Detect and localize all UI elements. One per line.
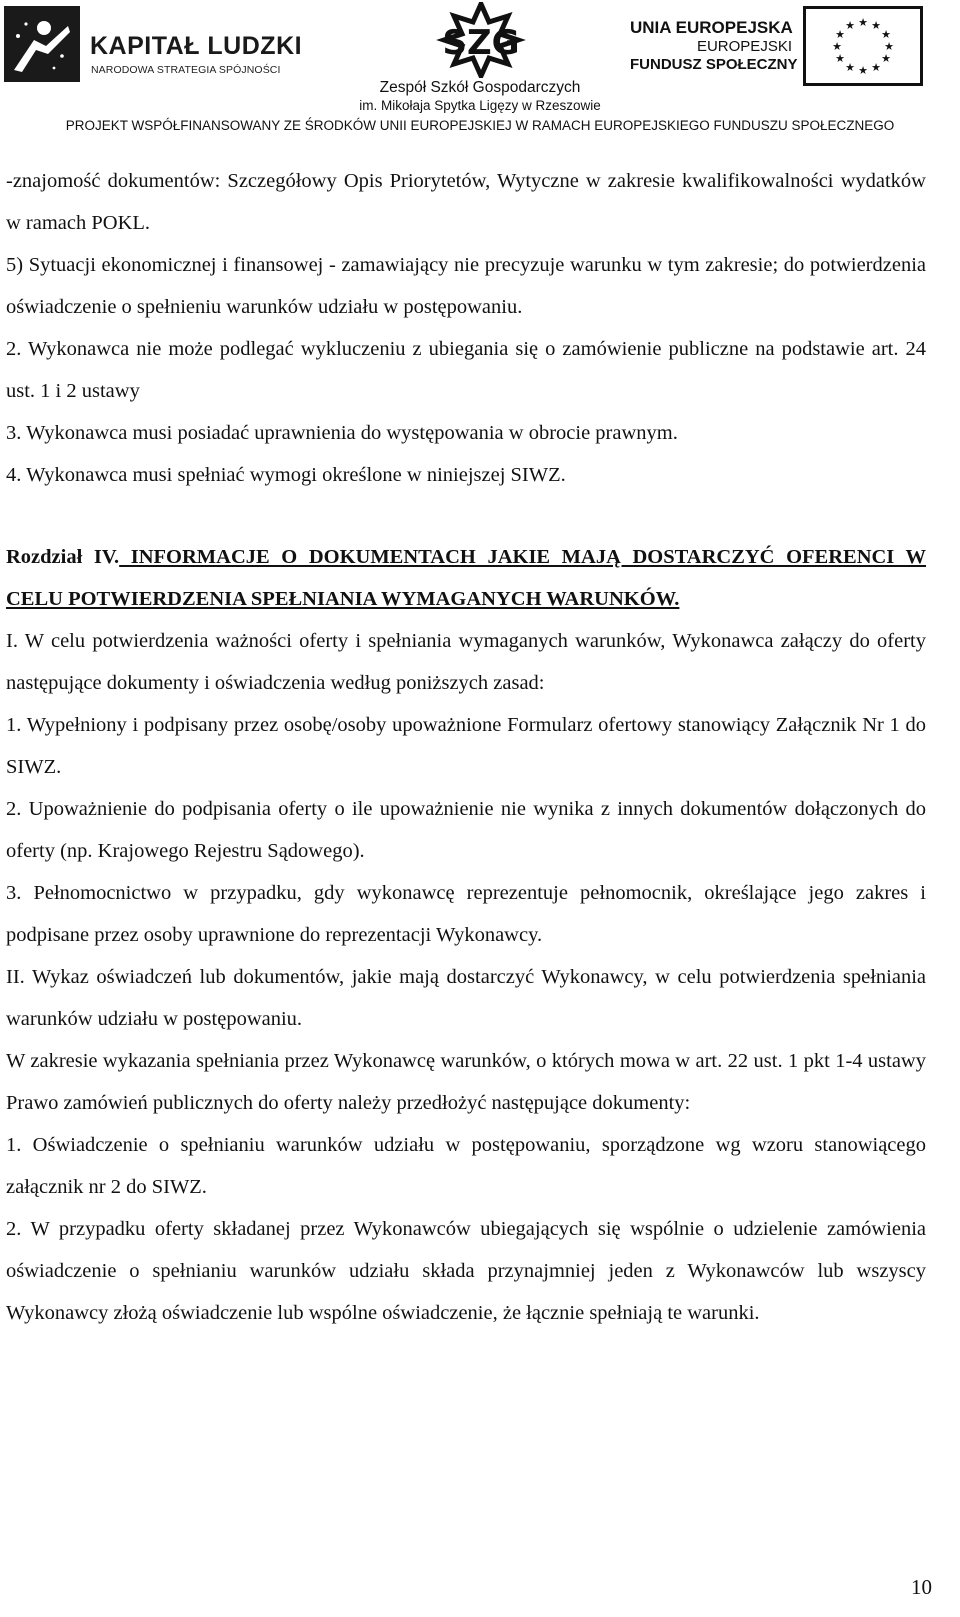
paragraph: I. W celu potwierdzenia ważności oferty i spełniania wymaganych warunków, Wykonawca załączy do oferty następujące dokumenty i oświadczenia według poniższych zasad: — [6, 630, 926, 694]
kapital-ludzki-title: KAPITAŁ LUDZKI — [90, 32, 303, 60]
chapter-title: INFORMACJE O DOKUMENTACH JAKIE MAJĄ DOSTARCZYĆ OFERENCI W CELU POTWIERDZENIA SPEŁNIANIA WYMAGANYCH WARUNKÓW. — [6, 546, 926, 610]
section-spacer — [6, 496, 926, 536]
school-emblem-icon — [436, 2, 526, 78]
svg-text:★: ★ — [881, 52, 891, 65]
page-number: 10 — [911, 1575, 932, 1599]
paragraph: 4. Wykonawca musi spełniać wymogi określone w niniejszej SIWZ. — [6, 464, 566, 486]
svg-text:★: ★ — [881, 28, 891, 41]
kapital-ludzki-emblem-icon — [4, 6, 80, 82]
svg-text:★: ★ — [835, 52, 845, 65]
paragraph: 2. Upoważnienie do podpisania oferty o ile upoważnienie nie wynika z innych dokumentów dołączonych do oferty (np. Krajowego Rejestru Sądowego). — [6, 798, 926, 862]
eu-fund-label — [630, 18, 798, 74]
svg-text:★: ★ — [871, 19, 881, 32]
paragraph: -znajomość dokumentów: Szczegółowy Opis Priorytetów, Wytyczne w zakresie kwalifikowalności wydatków w ramach POKL. — [6, 170, 926, 234]
eu-european-label: EUROPEJSKI — [696, 38, 792, 55]
paragraph: W zakresie wykazania spełniania przez Wykonawcę warunków, o których mowa w art. 22 ust. 1 pkt 1-4 ustawy Prawo zamówień publicznych do oferty należy przedłożyć następujące dokumenty: — [6, 1050, 926, 1114]
eu-flag-icon — [803, 6, 923, 86]
svg-text:★: ★ — [835, 28, 845, 41]
eu-social-fund-label: FUNDUSZ SPOŁECZNY — [630, 56, 798, 73]
kapital-ludzki-logo — [4, 6, 303, 86]
svg-text:★: ★ — [884, 40, 894, 53]
svg-text:★: ★ — [858, 64, 868, 77]
svg-text:★: ★ — [845, 19, 855, 32]
svg-text:★: ★ — [832, 40, 842, 53]
chapter-label: Rozdział IV. — [6, 546, 120, 568]
paragraph: 3. Wykonawca musi posiadać uprawnienia do występowania w obrocie prawnym. — [6, 422, 678, 444]
svg-text:SZG: SZG — [442, 23, 520, 63]
document-body — [6, 160, 926, 1334]
school-logo — [330, 2, 630, 114]
svg-text:★: ★ — [858, 16, 868, 29]
school-name: Zespół Szkół Gospodarczych — [379, 79, 581, 96]
project-cofinancing-line: PROJEKT WSPÓŁFINANSOWANY ZE ŚRODKÓW UNII EUROPEJSKIEJ W RAMACH EUROPEJSKIEGO FUNDUSZU SPOŁECZNEGO — [65, 118, 895, 133]
paragraph: 1. Wypełniony i podpisany przez osobę/osoby upoważnione Formularz ofertowy stanowiący Załącznik Nr 1 do SIWZ. — [6, 714, 926, 778]
paragraph: II. Wykaz oświadczeń lub dokumentów, jakie mają dostarczyć Wykonawcy, w celu potwierdzenia spełniania warunków udziału w postępowaniu. — [6, 966, 926, 1030]
paragraph: 5) Sytuacji ekonomicznej i finansowej - zamawiający nie precyzuje warunku w tym zakresie; do potwierdzenia oświadczenie o spełnieniu warunków udziału w postępowaniu. — [6, 254, 926, 318]
paragraph: 1. Oświadczenie o spełnianiu warunków udziału w postępowaniu, sporządzone wg wzoru stanowiącego załącznik nr 2 do SIWZ. — [6, 1134, 926, 1198]
eu-union-label: UNIA EUROPEJSKA — [630, 18, 793, 37]
school-patron: im. Mikołaja Spytka Ligęzy w Rzeszowie — [359, 98, 601, 113]
paragraph: 2. Wykonawca nie może podlegać wykluczeniu z ubiegania się o zamówienie publiczne na podstawie art. 24 ust. 1 i 2 ustawy — [6, 338, 926, 402]
page-header — [0, 0, 960, 140]
paragraph: 2. W przypadku oferty składanej przez Wykonawców ubiegających się wspólnie o udzielenie zamówienia oświadczenie o spełnianiu warunków udziału składa przynajmniej jeden z Wykonawców lub wszyscy Wykonawcy złożą oświadczenie lub wspólne oświadczenie, że łącznie spełniają te warunki. — [6, 1218, 926, 1324]
kapital-ludzki-subtitle: NARODOWA STRATEGIA SPÓJNOŚCI — [91, 64, 281, 76]
svg-text:★: ★ — [871, 61, 881, 74]
svg-text:★: ★ — [845, 61, 855, 74]
chapter-heading — [6, 536, 926, 620]
paragraph: 3. Pełnomocnictwo w przypadku, gdy wykonawcę reprezentuje pełnomocnik, określające jego zakres i podpisane przez osoby uprawnione do reprezentacji Wykonawcy. — [6, 882, 926, 946]
